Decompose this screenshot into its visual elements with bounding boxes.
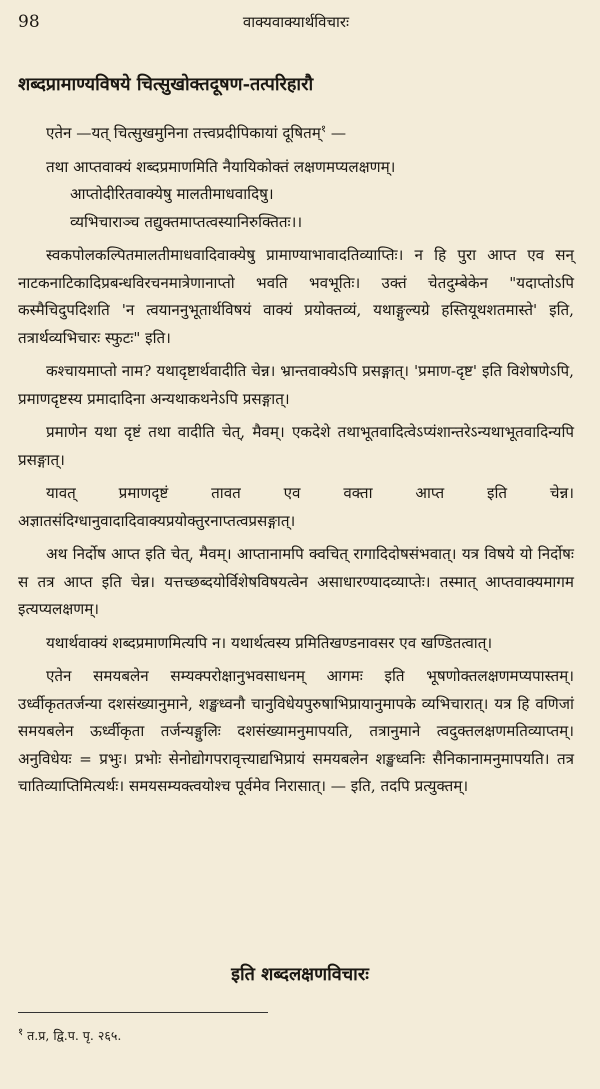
page-header xyxy=(18,12,574,36)
running-head: वाक्यवाक्यार्थविचारः xyxy=(242,13,350,31)
footnote xyxy=(18,1024,121,1044)
paragraph: एतेन समयबलेन सम्यक्परोक्षानुभवसाधनम् आगमः इति भूषणोक्तलक्षणमप्यपास्तम्। उर्ध्वीकृततर्जन्या दशसंख्यानुमाने, शङ्खध्वनौ चानुविधेयपुरुषाभिप्रायानुमापके व्यभिचारात्। यत्र हि वणिजां समयबलेन ऊर्ध्वीकृता तर्जन्यङ्गुलिः दशसंख्यामनुमापयति, तत्रानुमाने त्वदुक्तलक्षणमतिव्याप्तम्। अनुविधेयः = प्रभुः। प्रभोः सेनोद्योगपरावृत्त्याद्यभिप्रायं समयबलेन शङ्खध्वनिः सैनिकानामनुमापयति। तत्र चातिव्याप्तिमित्यर्थः। समयसम्यक्त्वयोश्च पूर्वमेव निरासात्। — इति, तदपि प्रत्युक्तम्। xyxy=(18,667,574,796)
quote-line: तथा आप्तवाक्यं शब्दप्रमाणमिति नैयायिकोक्तं लक्षणमप्यलक्षणम्। xyxy=(46,157,396,176)
quote-intro-text: एतेन —यत् चित्सुखमुनिना तत्त्वप्रदीपिकायां दूषितम् xyxy=(46,124,321,143)
verse-line: व्यभिचाराञ्च तद्युक्तमाप्तत्वस्यानिरुक्तितः।। xyxy=(70,212,303,231)
section-title: शब्दप्रामाण्यविषये चित्सुखोक्तदूषण-तत्परिहारौ xyxy=(18,74,314,95)
body-text xyxy=(18,116,574,807)
paragraph: कश्चायमाप्तो नाम? यथादृष्टार्थवादीति चेन्न। भ्रान्तवाक्येऽपि प्रसङ्गात्। 'प्रमाण-दृष्ट' इति विशेषणेऽपि, प्रमाणदृष्टस्य प्रमादादिना अन्यथाकथनेऽपि प्रसङ्गात्। xyxy=(18,362,574,408)
footnote-reference: १ xyxy=(320,124,327,135)
quote-intro xyxy=(18,116,574,148)
verse-line: आप्तोदीरितवाक्येषु मालतीमाधवादिषु। xyxy=(70,185,274,204)
footnote-text: त.प्र, द्वि.प. पृ. २६५. xyxy=(23,1028,122,1044)
paragraph: अथ निर्दोष आप्त इति चेत्, मैवम्। आप्तानामपि क्वचित् रागादिदोषसंभवात्। यत्र विषये यो निर्दोषः स तत्र आप्त इति चेन्न। यत्तच्छब्दयोर्विशेषविषयत्वेन असाधारण्यादव्याप्तेः। तस्मात् आप्तवाक्यमागम इत्यप्यलक्षणम्। xyxy=(18,545,574,619)
footnote-mark: १ xyxy=(18,1027,24,1038)
paragraph: प्रमाणेन यथा दृष्टं तथा वादीति चेत्, मैवम्। एकदेशे तथाभूतवादित्वेऽप्यंशान्तरेऽन्यथाभूतवादिन्यपि प्रसङ्गात्। xyxy=(18,423,574,469)
footnote-divider xyxy=(18,1012,268,1013)
quote-intro-end: — xyxy=(326,124,347,143)
page-number: 98 xyxy=(18,12,40,32)
closing-heading: इति शब्दलक्षणविचारः xyxy=(231,964,369,985)
paragraph: यावत् प्रमाणदृष्टं तावत एव वक्ता आप्त इति चेन्न। अज्ञातसंदिग्धानुवादादिवाक्यप्रयोक्तुरनाप्तत्वप्रसङ्गात्। xyxy=(18,484,574,530)
paragraph: स्वकपोलकल्पितमालतीमाधवादिवाक्येषु प्रामाण्याभावादतिव्याप्तिः। न हि पुरा आप्त एव सन् नाटकनाटिकादिप्रबन्धविरचनमात्रेणानाप्तो भवति भवभूतिः। उक्तं चेतदुम्बेकेन "यदाप्तोऽपि कस्मैचिदुपदिशति 'न त्वयाननुभूतार्थविषयं वाक्यं प्रयोक्तव्यं, यथाङ्गुल्यग्रे हस्तियूथशतमास्ते' इति, तत्रार्थव्यभिचारः स्फुटः" इति। xyxy=(18,246,574,347)
paragraph: यथार्थवाक्यं शब्दप्रमाणमित्यपि न। यथार्थत्वस्य प्रमितिखण्डनावसर एव खण्डितत्वात्। xyxy=(46,633,493,652)
